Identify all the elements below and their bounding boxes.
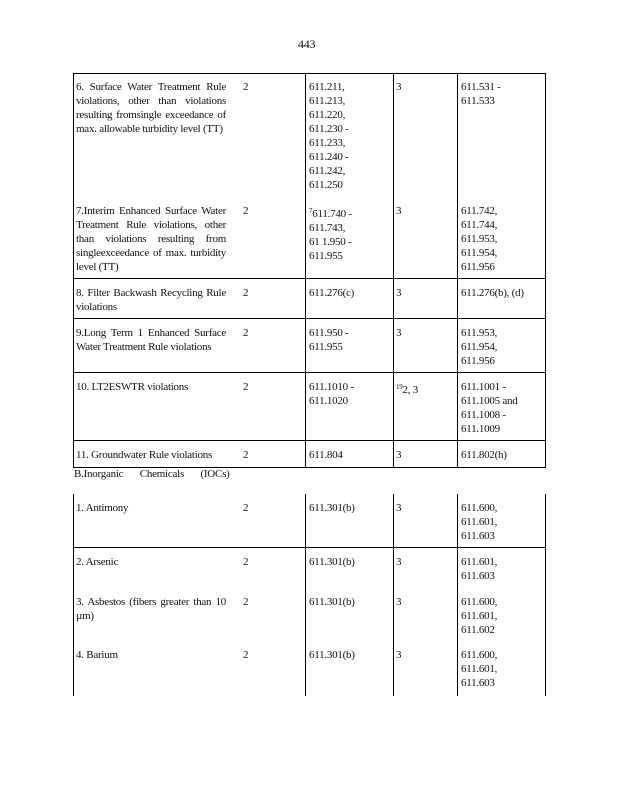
routine-sections — [309, 204, 389, 263]
cell-line: 611.220, — [309, 109, 346, 121]
cell-line: 611.600, — [461, 502, 498, 514]
tier-value: 2 — [243, 381, 249, 393]
level-value — [396, 286, 456, 300]
cell-line: 611.602 — [461, 624, 495, 636]
column-border — [545, 73, 546, 468]
column-border — [457, 73, 458, 468]
cell-line: 611.601, — [461, 663, 498, 675]
row-description: 2. Arsenic — [76, 556, 119, 568]
cell-line: 611.233, — [309, 137, 346, 149]
cell-line: 611.1005 and — [461, 395, 518, 407]
tier-value: 2 — [243, 81, 249, 93]
cell-line: 611.742, — [461, 205, 498, 217]
cell-line: 611.740 - — [312, 208, 352, 220]
cell-line: 611.242, — [309, 165, 346, 177]
row-border — [73, 318, 546, 319]
cell-line: 611.804 — [309, 449, 343, 461]
routine-sections: 611.301(b) — [309, 556, 355, 568]
row-border — [73, 73, 546, 74]
routine-sections — [309, 326, 389, 354]
level-value — [396, 380, 456, 397]
cell-line: 611.230 - — [309, 123, 349, 135]
cell-line: 611.956 — [461, 261, 495, 273]
cell-line: 611.744, — [461, 219, 498, 231]
row-border — [73, 440, 546, 441]
cell-line: 611.276(b), (d) — [461, 287, 524, 299]
cell-line: 611.953, — [461, 233, 498, 245]
cell-line: 611.956 — [461, 355, 495, 367]
row-description: 6. Surface Water Treatment Rule violations, other than violations resulting fromsingle exceedance of max. allowable turbidity level (TT) — [76, 81, 226, 135]
cell-line: 611.955 — [309, 250, 343, 262]
routine-sections — [309, 80, 389, 192]
cell-line: 611.955 — [309, 341, 343, 353]
level-value: 3 — [396, 556, 402, 568]
cell-line: 611.1009 — [461, 423, 500, 435]
cell-line: 611.1008 - — [461, 409, 506, 421]
level-value — [396, 80, 456, 94]
routine-sections — [309, 380, 389, 408]
level-value: 3 — [396, 649, 402, 661]
cell-line: 611.954, — [461, 341, 498, 353]
tier-value: 2 — [243, 327, 249, 339]
row-border — [73, 278, 546, 279]
row-description: 10. LT2ESWTR violations — [76, 381, 189, 393]
level-value: 3 — [396, 596, 402, 608]
routine-sections — [309, 286, 389, 300]
cell-line: 611.250 — [309, 179, 343, 191]
followup-sections — [461, 501, 541, 543]
cell-line: 611.211, — [309, 81, 345, 93]
row-description: 7.Interim Enhanced Surface Water Treatment Rule violations, other than violations resulting from singleexceedance of max. turbidity level (TT) — [76, 205, 226, 273]
level-text: 3 — [396, 327, 402, 339]
followup-sections — [461, 80, 541, 108]
tier-value: 2 — [243, 449, 249, 461]
level-text: 3 — [396, 287, 402, 299]
routine-sections: 611.301(b) — [309, 649, 355, 661]
row-description: 4. Barium — [76, 649, 118, 661]
row-description: 9.Long Term 1 Enhanced Surface Water Treatment Rule violations — [76, 327, 226, 353]
cell-line: 611.601, — [461, 610, 498, 622]
cell-line: 611.1010 - — [309, 381, 354, 393]
followup-sections — [461, 204, 541, 274]
cell-line: 611.240 - — [309, 151, 349, 163]
level-value — [396, 326, 456, 340]
followup-sections — [461, 448, 541, 462]
cell-line: 611.1020 — [309, 395, 348, 407]
followup-sections — [461, 595, 541, 637]
followup-sections — [461, 380, 541, 436]
cell-line: 611.600, — [461, 649, 498, 661]
column-border — [73, 494, 74, 696]
cell-line: 611.603 — [461, 530, 495, 542]
row-description: 3. Asbestos (fibers greater than 10 µm) — [76, 596, 226, 622]
tier-value: 2 — [243, 556, 249, 568]
cell-line: 611.276(c) — [309, 287, 355, 299]
column-border — [393, 494, 394, 696]
routine-sections: 611.301(b) — [309, 502, 355, 514]
column-border — [73, 73, 74, 468]
footnote-marker: 7 — [309, 207, 313, 215]
routine-sections — [309, 448, 389, 462]
level-text: 3 — [396, 205, 402, 217]
level-value — [396, 204, 456, 218]
cell-line: 611.743, — [309, 222, 346, 234]
followup-sections — [461, 286, 541, 300]
column-border — [545, 494, 546, 696]
column-border — [393, 73, 394, 468]
cell-line: 611.802(h) — [461, 449, 507, 461]
column-border — [457, 494, 458, 696]
tier-value: 2 — [243, 649, 249, 661]
followup-sections — [461, 326, 541, 368]
column-border — [305, 73, 306, 468]
tier-value: 2 — [243, 205, 249, 217]
cell-line: 611.950 - — [309, 327, 349, 339]
followup-sections — [461, 648, 541, 690]
level-text: 2, 3 — [402, 384, 418, 396]
level-text: 3 — [396, 81, 402, 93]
cell-line: 61 1.950 - — [309, 236, 352, 248]
row-border — [73, 372, 546, 373]
cell-line: 611.601, — [461, 516, 498, 528]
cell-line: 611.603 — [461, 570, 495, 582]
column-border — [305, 494, 306, 696]
tier-value: 2 — [243, 596, 249, 608]
level-value: 3 — [396, 502, 402, 514]
routine-sections: 611.301(b) — [309, 596, 355, 608]
cell-line: 611.601, — [461, 556, 498, 568]
cell-line: 611.954, — [461, 247, 498, 259]
cell-line: 611.213, — [309, 95, 346, 107]
row-description: 1. Antimony — [76, 502, 129, 514]
section-heading: B.Inorganic Chemicals (IOCs) — [74, 468, 230, 480]
level-text: 3 — [396, 449, 402, 461]
cell-line: 611.1001 - — [461, 381, 506, 393]
level-value — [396, 448, 456, 462]
cell-line: 611.603 — [461, 677, 495, 689]
cell-line: 611.533 — [461, 95, 495, 107]
tier-value: 2 — [243, 502, 249, 514]
cell-line: 611.531 - — [461, 81, 501, 93]
cell-line: 611.600, — [461, 596, 498, 608]
tier-value: 2 — [243, 287, 249, 299]
row-description: 11. Groundwater Rule violations — [76, 449, 213, 461]
footnote-marker: 19 — [396, 383, 403, 391]
row-border — [73, 467, 546, 468]
row-border — [73, 547, 546, 548]
row-description: 8. Filter Backwash Recycling Rule violations — [76, 287, 226, 313]
page-number: 443 — [298, 37, 316, 51]
followup-sections — [461, 555, 541, 583]
cell-line: 611.953, — [461, 327, 498, 339]
